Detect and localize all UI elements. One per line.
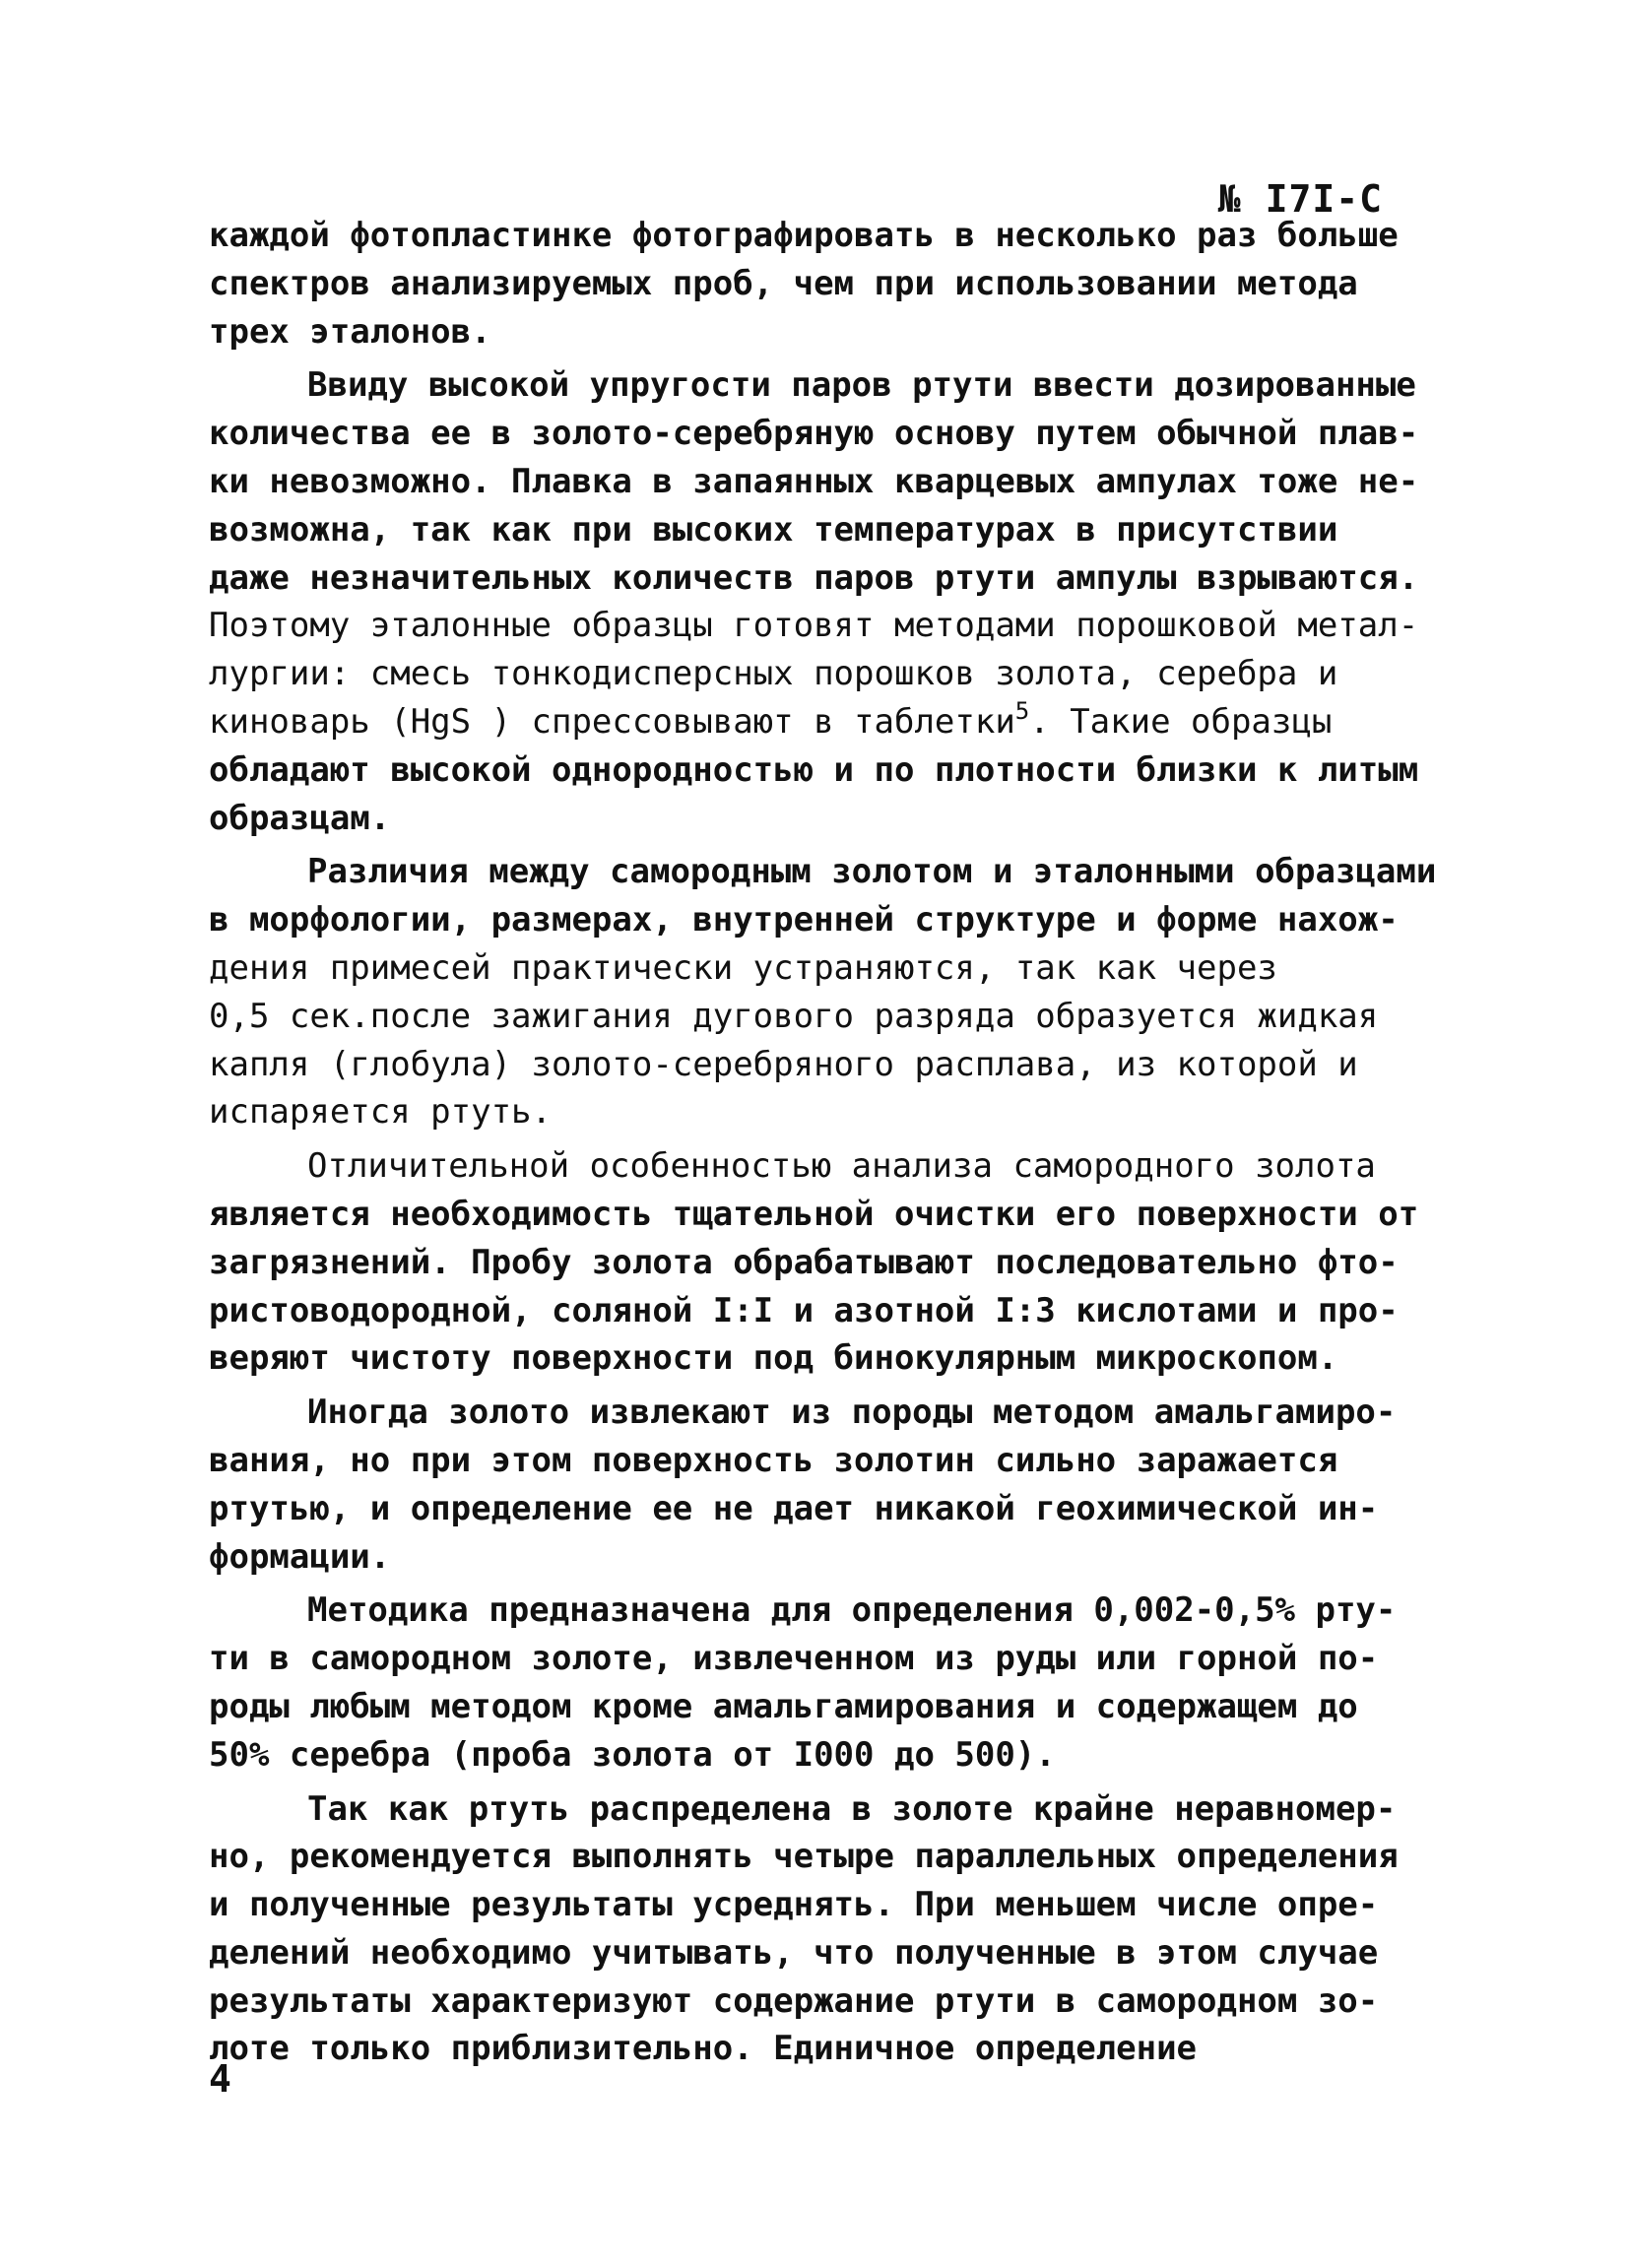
text-line: ки невозможно. Плавка в запаянных кварцевых ампулах тоже не-	[209, 461, 1419, 501]
paragraph-first-line: Ввиду высокой упругости паров ртути ввести дозированные	[307, 365, 1416, 406]
text-line: дения примесей практически устраняются, так как через	[209, 947, 1277, 988]
text-line: роды любым методом кроме амальгамирования и содержащем до	[209, 1686, 1358, 1726]
paragraph-first-line: Отличительной особенностью анализа самородного золота	[307, 1146, 1376, 1187]
text-line: Поэтому эталонные образцы готовят методами порошковой метал-	[209, 606, 1419, 646]
text-line: возможна, так как при высоких температурах в присутствии	[209, 509, 1338, 550]
paragraph-first-line: Методика предназначена для определения 0,002-0,5% рту-	[307, 1590, 1397, 1631]
text-line: формации.	[209, 1536, 391, 1577]
text-line: является необходимость тщательной очистки его поверхности от	[209, 1194, 1419, 1234]
text-line: даже незначительных количеств паров ртути ампулы взрываются.	[209, 557, 1419, 598]
formula-line-tail: . Такие образцы	[1029, 701, 1333, 742]
text-line: ртутью, и определение ее не дает никакой геохимической ин-	[209, 1488, 1379, 1528]
text-line-with-formula	[209, 698, 1440, 746]
text-line: капля (глобула) золото-серебряного расплава, из которой и	[209, 1044, 1358, 1084]
formula-line-text: киноварь (HgS ) спрессовывают в таблетки	[209, 701, 1015, 742]
text-line: испаряется ртуть.	[209, 1092, 552, 1133]
text-line: количества ее в золото-серебряную основу путем обычной плав-	[209, 414, 1419, 454]
text-line: вания, но при этом поверхность золотин сильно заражается	[209, 1440, 1338, 1480]
text-line: лоте только приблизительно. Единичное определение	[209, 2029, 1198, 2069]
text-line: и полученные результаты усреднять. При меньшем числе опре-	[209, 1885, 1379, 1925]
text-line: трех эталонов.	[209, 311, 491, 352]
text-line: 50% серебра (проба золота от I000 до 500).	[209, 1734, 1056, 1775]
page-number: 4	[209, 2057, 231, 2101]
text-line: ристоводородной, соляной I:I и азотной I:3 кислотами и про-	[209, 1290, 1399, 1330]
text-line: загрязнений. Пробу золота обрабатывают последовательно фто-	[209, 1242, 1399, 1282]
footnote-reference: 5	[1014, 696, 1030, 725]
text-line: образцам.	[209, 798, 391, 838]
text-line: ти в самородном золоте, извлеченном из руды или горной по-	[209, 1639, 1379, 1679]
text-line: 0,5 сек.после зажигания дугового разряда образуется жидкая	[209, 996, 1379, 1036]
text-line: спектров анализируемых проб, чем при использовании метода	[209, 263, 1358, 303]
text-line: лургии: смесь тонкодисперсных порошков золота, серебра и	[209, 654, 1338, 694]
paragraph-first-line: Иногда золото извлекают из породы методом амальгамиро-	[307, 1393, 1397, 1433]
paragraph-first-line: Так как ртуть распределена в золоте крайне неравномер-	[307, 1788, 1397, 1829]
paragraph-first-line: Различия между самородным золотом и эталонными образцами	[307, 852, 1437, 892]
text-line: в морфологии, размерах, внутренней структуре и форме нахож-	[209, 900, 1399, 940]
text-line: но, рекомендуется выполнять четыре параллельных определения	[209, 1837, 1399, 1877]
text-line: каждой фотопластинке фотографировать в несколько раз больше	[209, 216, 1399, 255]
text-line: делений необходимо учитывать, что полученные в этом случае	[209, 1932, 1379, 1973]
document-number: № I7I-С	[1217, 177, 1383, 221]
text-line: обладают высокой однородностью и по плотности близки к литым	[209, 749, 1419, 790]
text-line: результаты характеризуют содержание ртути в самородном зо-	[209, 1980, 1379, 2021]
text-line: веряют чистоту поверхности под бинокулярным микроскопом.	[209, 1338, 1338, 1379]
document-body	[209, 212, 1440, 2073]
